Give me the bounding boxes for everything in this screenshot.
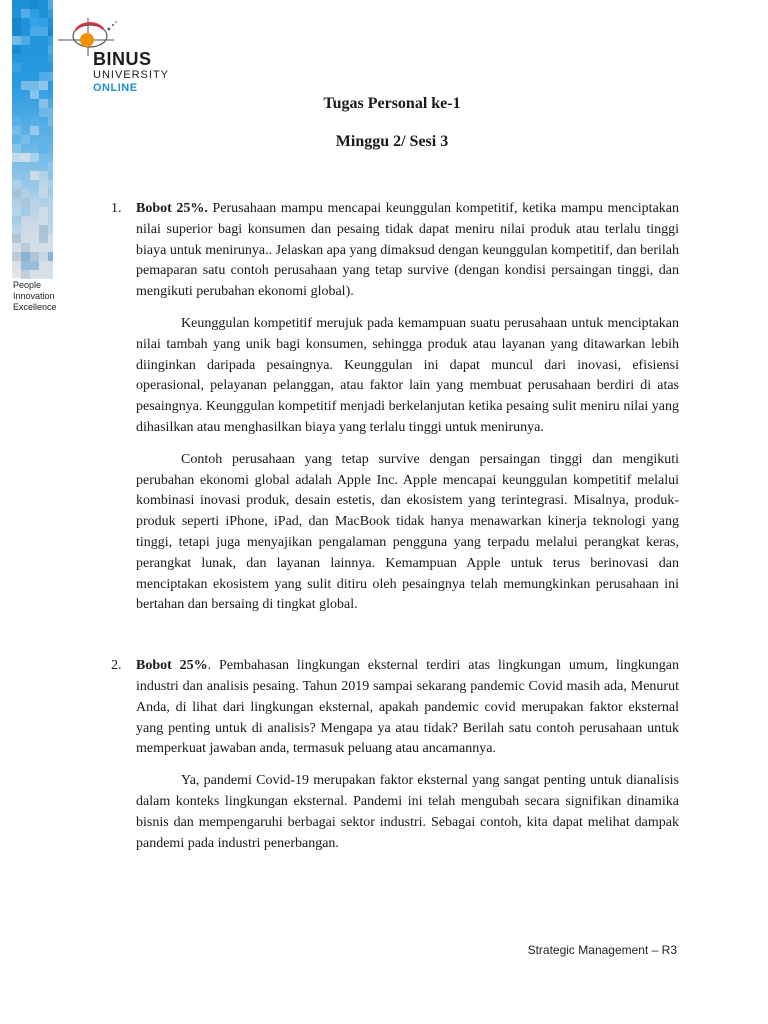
strip-tile: [48, 45, 53, 54]
strip-tile: [39, 81, 48, 90]
strip-tile: [30, 81, 39, 90]
strip-tile: [12, 252, 21, 261]
strip-tile: [12, 27, 21, 36]
strip-tile: [30, 252, 39, 261]
strip-tile: [12, 216, 21, 225]
question-item: [111, 199, 679, 616]
answer-paragraph: Ya, pandemi Covid-19 merupakan faktor eksternal yang sangat penting untuk dianalisis dalam konteks lingkungan eksternal. Pandemi ini telah mengubah secara signifikan dinamika bisnis dan mempengaruhi berbagai sektor industri. Sebagai contoh, kita dapat melihat dampak pandemi pada industri penerbangan.: [136, 773, 679, 851]
strip-tile: [12, 45, 21, 54]
brand-tagline: [13, 280, 57, 313]
logo-binus-text: BINUS: [93, 49, 152, 69]
strip-tile: [30, 261, 39, 270]
strip-tile: [12, 189, 21, 198]
strip-tile: [48, 72, 53, 81]
binus-logo: [58, 16, 188, 102]
question-prompt: [136, 199, 679, 303]
strip-tile: [39, 180, 48, 189]
footer-course-label: Strategic Management – R3: [527, 943, 677, 957]
strip-tile: [48, 252, 53, 261]
strip-tile: [48, 162, 53, 171]
strip-tile: [21, 9, 30, 18]
strip-tile: [12, 225, 21, 234]
strip-tile: [39, 171, 48, 180]
strip-tile: [12, 63, 21, 72]
strip-tile: [30, 198, 39, 207]
answer-paragraph: Contoh perusahaan yang tetap survive dengan persaingan tinggi dan mengikuti perubahan ekonomi global adalah Apple Inc. Apple mencapai keunggulan kompetitif melalui kombinasi inovasi produk, desain estetis, dan ekosistem yang terintegrasi. Misalnya, produk-produk seperti iPhone, iPad, dan MacBook tidak hanya menawarkan kinerja teknologi yang tinggi, tetapi juga menyajikan pengalaman pengguna yang terpadu melalui perangkat keras, perangkat lunak, dan layanan lainnya. Kemampuan Apple untuk terus berinovasi dan menciptakan ekosistem yang sulit ditiru oleh pesaingnya telah memungkinkan perusahaan ini bertahan dan bersaing di tingkat global.: [136, 451, 679, 613]
strip-tile: [30, 0, 39, 9]
strip-tile: [21, 270, 30, 279]
strip-tile: [30, 117, 39, 126]
strip-tile: [48, 270, 53, 279]
strip-tile: [12, 153, 21, 162]
strip-tile: [48, 243, 53, 252]
question-number: 1.: [111, 201, 122, 216]
strip-tile: [48, 207, 53, 216]
strip-tile: [30, 9, 39, 18]
strip-tile: [21, 207, 30, 216]
strip-tile: [48, 225, 53, 234]
strip-tile: [39, 225, 48, 234]
strip-tile: [39, 18, 48, 27]
strip-tile: [21, 153, 30, 162]
strip-tile: [12, 207, 21, 216]
strip-tile: [30, 18, 39, 27]
strip-tile: [21, 189, 30, 198]
strip-tile: [39, 252, 48, 261]
strip-tile: [30, 270, 39, 279]
strip-tile: [48, 27, 53, 36]
strip-tile: [48, 261, 53, 270]
strip-tile: [39, 216, 48, 225]
strip-tile: [48, 54, 53, 63]
strip-tile: [39, 234, 48, 243]
logo-university-text: UNIVERSITY: [93, 69, 170, 81]
tagline-line: Innovation: [13, 291, 55, 301]
strip-tile: [39, 27, 48, 36]
page-title: Tugas Personal ke-1: [323, 95, 461, 112]
strip-tile: [21, 36, 30, 45]
strip-tile: [12, 18, 21, 27]
strip-tile: [48, 9, 53, 18]
answer-paragraph: Keunggulan kompetitif merujuk pada kemampuan suatu perusahaan untuk menciptakan nilai tambah yang unik bagi konsumen, sehingga produk atau layanan yang ditawarkan lebih diinginkan daripada pesaingnya. Keunggulan ini dapat muncul dari inovasi, efisiensi operasional, pelayanan pelanggan, atau faktor lain yang membuat perusahaan berdiri di atas pesaingnya. Keunggulan kompetitif menjadi berkelanjutan ketika pesaing sulit meniru nilai yang dihasilkan atau menghasilkan biaya yang terlalu tinggi untuk menirunya.: [136, 315, 679, 435]
strip-tile: [21, 243, 30, 252]
logo-online-text: ONLINE: [93, 82, 138, 94]
strip-tile: [48, 0, 53, 9]
tagline-line: People: [13, 280, 42, 290]
strip-tile: [39, 72, 48, 81]
strip-tile: [21, 252, 30, 261]
strip-tile: [39, 189, 48, 198]
strip-tile: [21, 198, 30, 207]
strip-tile: [21, 81, 30, 90]
strip-tile: [30, 27, 39, 36]
question-weight: Bobot 25%.: [136, 201, 208, 216]
strip-tile: [48, 117, 53, 126]
strip-tile: [21, 261, 30, 270]
document-body: [111, 199, 679, 854]
strip-tile: [48, 36, 53, 45]
page-subtitle: Minggu 2/ Sesi 3: [335, 133, 449, 150]
strip-tile: [12, 36, 21, 45]
strip-tile: [30, 234, 39, 243]
question-number: 2.: [111, 658, 122, 674]
strip-tile: [48, 216, 53, 225]
strip-tile: [39, 261, 48, 270]
strip-tile: [12, 234, 21, 243]
question-item: [111, 656, 679, 854]
strip-tile: [12, 180, 21, 189]
strip-tile: [39, 207, 48, 216]
question-prompt-text: . Pembahasan lingkungan eksternal terdiri atas lingkungan umum, lingkungan industri dan analisis pesaing. Tahun 2019 sampai sekarang pandemic Covid masih ada, Menurut Anda, di lihat dari lingkungan eksternal, apakah pandemic covid merupakan faktor eksternal yang penting untuk di analisis? Mengapa ya atau tidak? Berilah satu contoh perusahaan untuk memperkuat jawaban anda, termasuk peluang atau ancamannya.: [136, 658, 679, 757]
strip-tile: [12, 117, 21, 126]
strip-tile: [30, 153, 39, 162]
question-prompt: [136, 656, 679, 760]
strip-tile: [48, 198, 53, 207]
strip-tile: [48, 180, 53, 189]
question-prompt-text: Perusahaan mampu mencapai keunggulan kompetitif, ketika mampu menciptakan nilai superior bagi konsumen dan pesaing tidak dapat meniru nilai produk atau terlalu tinggi biaya untuk menirunya.. Jelaskan apa yang dimaksud dengan keunggulan kompetitif, dan berilah pemaparan satu contoh perusahaan yang tetap survive (dengan kondisi persaingan tinggi, dan mengikuti perubahan ekonomi global).: [136, 201, 679, 300]
strip-tile: [39, 270, 48, 279]
strip-tile: [30, 171, 39, 180]
question-weight: Bobot 25%: [136, 658, 208, 674]
tagline-line: Excellence: [13, 302, 57, 312]
